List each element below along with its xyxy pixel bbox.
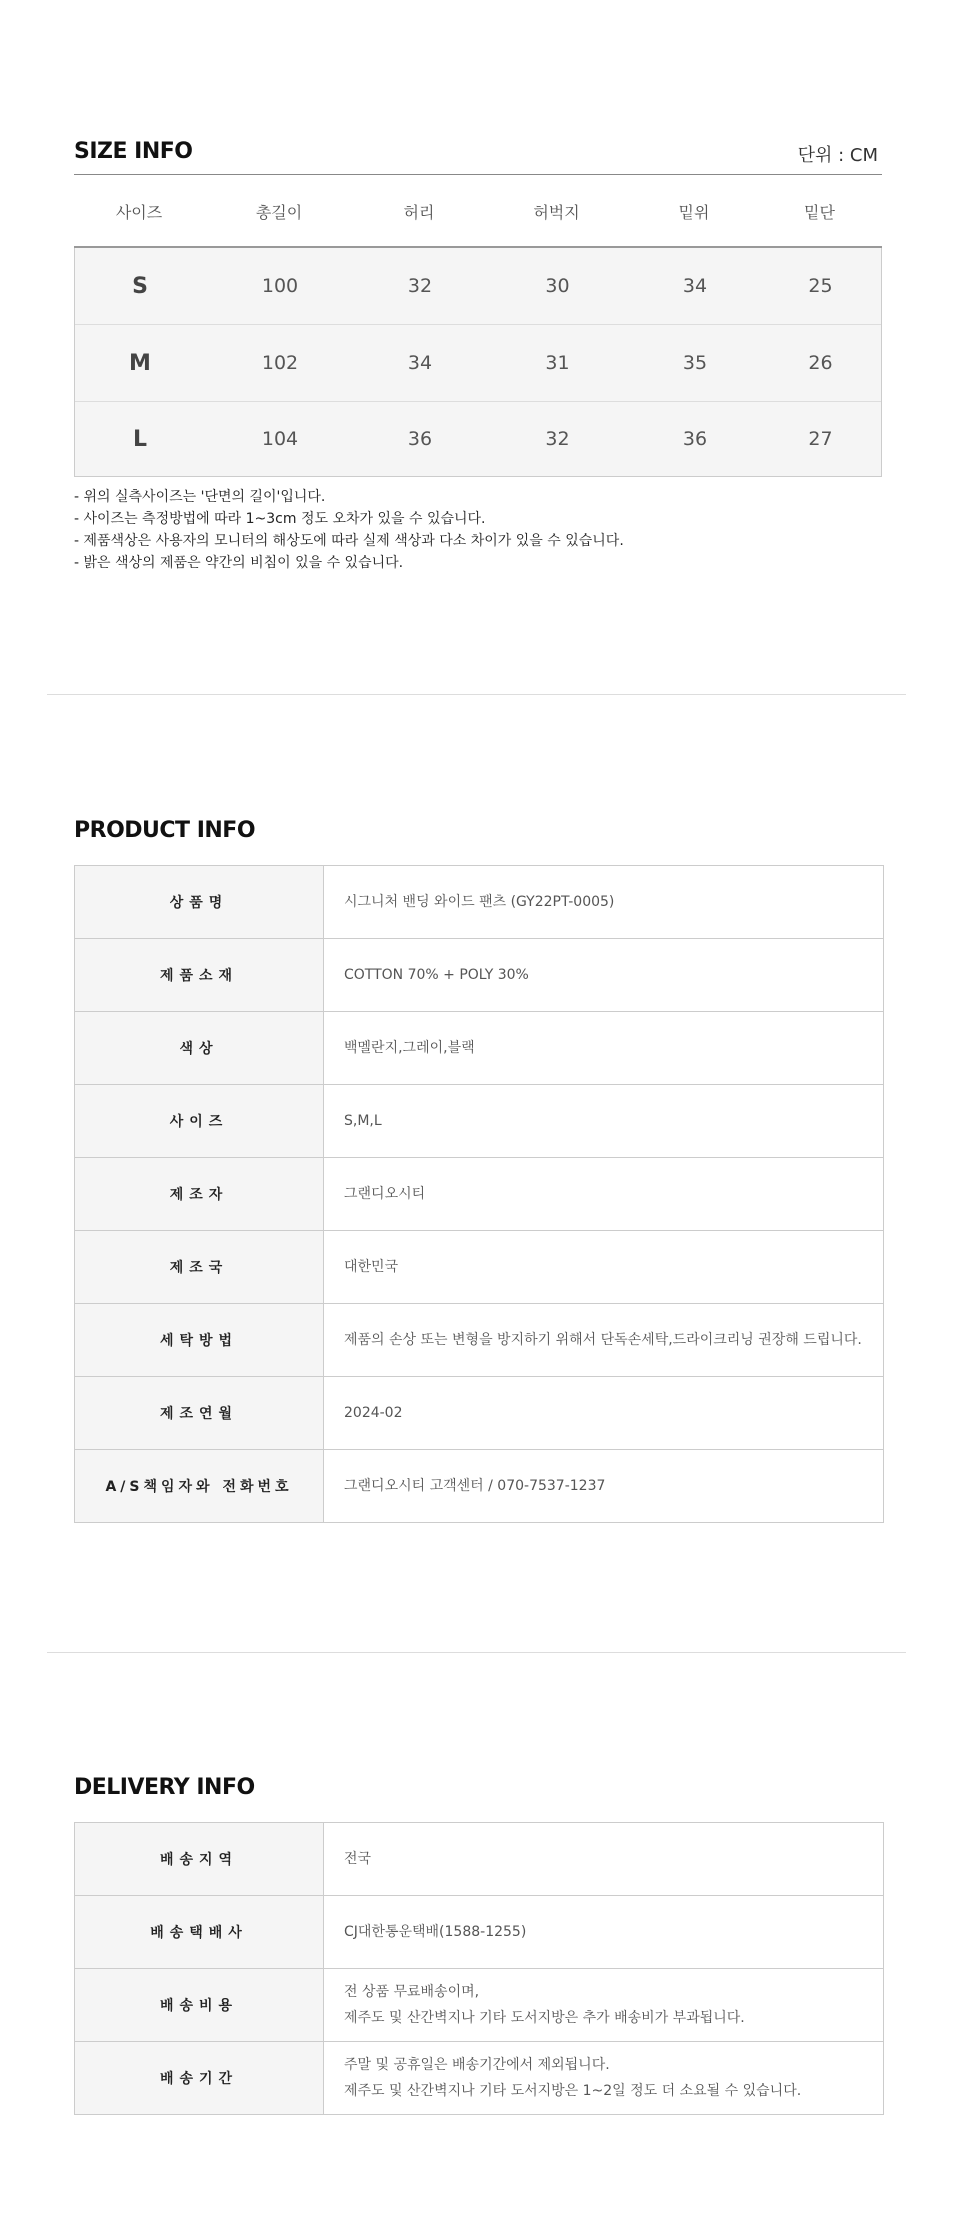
size-cell: 26 xyxy=(808,352,833,374)
info-row xyxy=(75,1158,883,1231)
size-row-l xyxy=(75,402,881,476)
size-info-title: SIZE INFO xyxy=(74,139,193,164)
info-value-line: 제주도 및 산간벽지나 기타 도서지방은 추가 배송비가 부과됩니다. xyxy=(344,2010,745,2026)
info-row xyxy=(75,939,883,1012)
info-label: 제품소재 xyxy=(75,939,324,1011)
info-label: 색상 xyxy=(75,1012,324,1084)
size-cell: 30 xyxy=(545,275,570,297)
size-cell: 31 xyxy=(545,352,570,374)
info-label: 제조연월 xyxy=(75,1377,324,1449)
info-value: 그랜디오시티 xyxy=(344,1186,426,1202)
size-header-cell: 밑위 xyxy=(678,202,710,222)
info-row xyxy=(75,1823,883,1896)
section-divider xyxy=(47,694,906,695)
size-cell: 35 xyxy=(682,352,708,374)
size-cell: 34 xyxy=(682,275,708,297)
info-label: 배송택배사 xyxy=(75,1896,324,1968)
size-cell: 32 xyxy=(545,428,570,450)
info-row xyxy=(75,1969,883,2042)
delivery-info-table xyxy=(74,1822,884,2115)
size-note: - 위의 실측사이즈는 '단면의 길이'입니다. xyxy=(74,489,326,505)
size-cell: L xyxy=(132,426,148,452)
info-label: 배송비용 xyxy=(75,1969,324,2041)
size-cell: 104 xyxy=(261,428,299,450)
size-title-rule xyxy=(74,174,882,175)
size-note: - 밝은 색상의 제품은 약간의 비침이 있을 수 있습니다. xyxy=(74,555,404,571)
size-table-header xyxy=(74,176,882,248)
size-cell: M xyxy=(129,350,151,376)
size-header-cell: 허리 xyxy=(403,202,435,222)
info-value xyxy=(324,1969,883,2041)
info-value: 백멜란지,그레이,블랙 xyxy=(344,1040,475,1056)
info-label: 세탁방법 xyxy=(75,1304,324,1376)
size-cell: 32 xyxy=(407,275,433,297)
info-value: 시그니처 밴딩 와이드 팬츠 (GY22PT-0005) xyxy=(344,894,615,910)
info-value: 대한민국 xyxy=(344,1259,399,1275)
size-cell: 102 xyxy=(261,352,299,374)
info-row xyxy=(75,866,883,939)
info-value: S,M,L xyxy=(344,1113,382,1129)
size-table-body xyxy=(74,248,882,477)
info-value-line: 제주도 및 산간벽지나 기타 도서지방은 1~2일 정도 더 소요될 수 있습니다. xyxy=(344,2083,802,2099)
size-row-m xyxy=(75,325,881,402)
info-label: A/S책임자와 전화번호 xyxy=(75,1450,324,1522)
info-label: 제조국 xyxy=(75,1231,324,1303)
size-note: - 제품색상은 사용자의 모니터의 해상도에 따라 실제 색상과 다소 차이가 있을 수 있습니다. xyxy=(74,533,624,549)
info-value: COTTON 70% + POLY 30% xyxy=(344,967,529,983)
size-cell: 25 xyxy=(808,275,833,297)
size-header-cell: 허벅지 xyxy=(533,202,580,222)
size-header-cell: 사이즈 xyxy=(115,202,163,222)
size-cell: 36 xyxy=(682,428,708,450)
info-row xyxy=(75,1377,883,1450)
size-header-cell: 밑단 xyxy=(804,202,835,222)
info-value-line: 주말 및 공휴일은 배송기간에서 제외됩니다. xyxy=(344,2057,610,2073)
section-divider xyxy=(47,1652,906,1653)
info-row xyxy=(75,1450,883,1522)
info-row xyxy=(75,1896,883,1969)
info-label: 상품명 xyxy=(75,866,324,938)
size-cell: S xyxy=(132,273,148,299)
size-unit-label: 단위 : CM xyxy=(797,145,878,166)
info-value xyxy=(324,2042,883,2114)
info-row xyxy=(75,1085,883,1158)
info-value: 그랜디오시티 고객센터 / 070-7537-1237 xyxy=(344,1478,606,1494)
size-note: - 사이즈는 측정방법에 따라 1~3cm 정도 오차가 있을 수 있습니다. xyxy=(74,511,486,527)
info-label: 제조자 xyxy=(75,1158,324,1230)
size-cell: 100 xyxy=(261,275,299,297)
info-value-line: 전국 xyxy=(344,1851,372,1867)
size-cell: 36 xyxy=(407,428,433,450)
info-value: 제품의 손상 또는 변형을 방지하기 위해서 단독손세탁,드라이크리닝 권장해 드립니다. xyxy=(344,1332,862,1348)
product-info-table xyxy=(74,865,884,1523)
info-label: 사이즈 xyxy=(75,1085,324,1157)
delivery-info-title: DELIVERY INFO xyxy=(74,1775,255,1800)
info-row xyxy=(75,1231,883,1304)
size-row-s xyxy=(75,248,881,325)
info-value xyxy=(324,1896,883,1968)
info-label: 배송지역 xyxy=(75,1823,324,1895)
info-row xyxy=(75,2042,883,2114)
size-cell: 27 xyxy=(808,428,833,450)
size-header-cell: 총길이 xyxy=(255,202,303,222)
info-row xyxy=(75,1012,883,1085)
size-cell: 34 xyxy=(407,352,433,374)
info-label: 배송기간 xyxy=(75,2042,324,2114)
size-notes xyxy=(74,486,624,574)
product-info-title: PRODUCT INFO xyxy=(74,818,256,843)
info-value-line: CJ대한통운택배(1588-1255) xyxy=(344,1924,527,1940)
info-value xyxy=(324,1823,883,1895)
info-value: 2024-02 xyxy=(344,1405,403,1421)
info-value-line: 전 상품 무료배송이며, xyxy=(344,1984,480,2000)
info-row xyxy=(75,1304,883,1377)
